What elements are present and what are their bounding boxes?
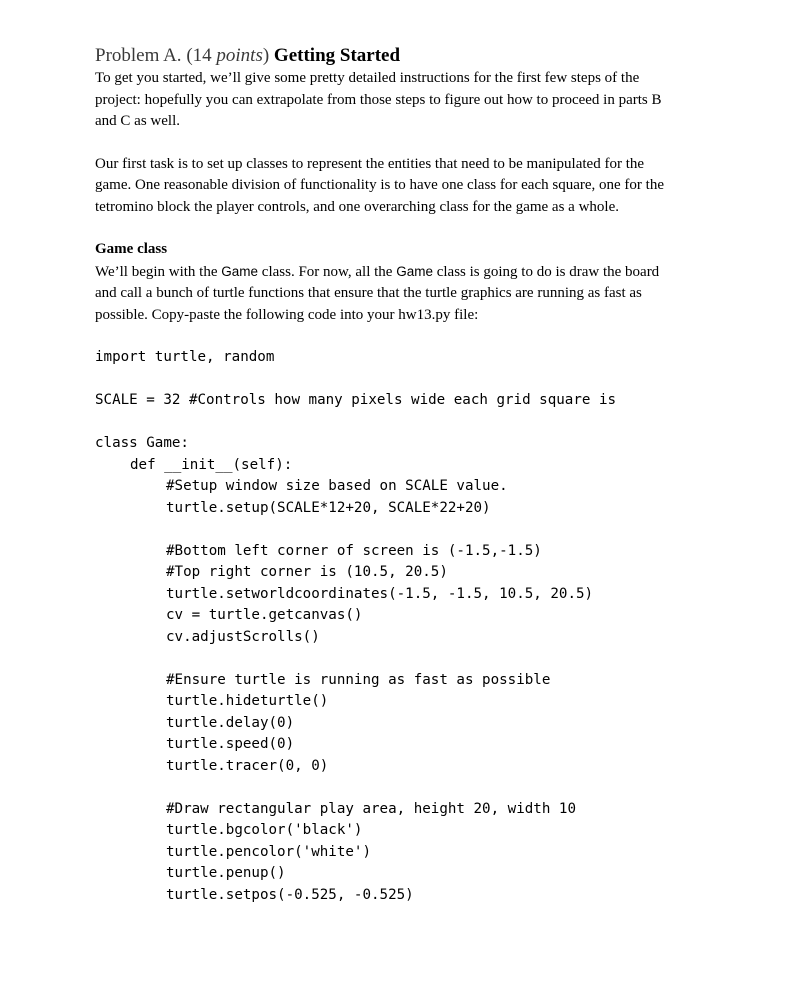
inline-code-game: Game <box>221 263 259 279</box>
points-word: points <box>216 45 263 66</box>
game-class-paragraph <box>95 261 715 327</box>
code-line: SCALE = 32 #Controls how many pixels wide each grid square is <box>95 392 617 408</box>
problem-title <box>95 44 715 68</box>
code-line: #Draw rectangular play area, height 20, width 10 <box>166 800 576 817</box>
code-blank-line <box>95 519 715 541</box>
points-value: 14 <box>192 45 212 66</box>
code-line: turtle.pencolor('white') <box>166 843 371 860</box>
spacer <box>95 133 715 154</box>
spacer <box>95 326 715 347</box>
problem-heading: Getting Started <box>273 45 401 66</box>
code-line: turtle.tracer(0, 0) <box>166 757 329 774</box>
code-blank-line <box>95 648 715 670</box>
game-class-heading: Game class <box>95 241 168 257</box>
code-line: turtle.hideturtle() <box>166 693 329 709</box>
code-line: turtle.delay(0) <box>166 714 295 731</box>
code-line: turtle.speed(0) <box>166 736 295 752</box>
code-line: turtle.penup() <box>166 865 286 881</box>
code-line: turtle.bgcolor('black') <box>166 822 363 838</box>
code-line: turtle.setup(SCALE*12+20, SCALE*22+20) <box>166 499 491 516</box>
code-line: cv.adjustScrolls() <box>166 628 320 645</box>
game-class-text: class is going to do is draw the board <box>432 263 660 280</box>
task-line: tetromino block the player controls, and one overarching class for the game as a whole. <box>95 198 619 215</box>
document-page <box>95 44 715 906</box>
task-line: Our first task is to set up classes to represent the entities that need to be manipulated for the <box>95 155 645 172</box>
task-line: game. One reasonable division of functionality is to have one class for each square, one for the <box>95 177 664 193</box>
code-line: cv = turtle.getcanvas() <box>166 607 363 623</box>
code-blank-line <box>95 412 715 434</box>
task-paragraph <box>95 154 715 219</box>
code-line: turtle.setworldcoordinates(-1.5, -1.5, 10.5, 20.5) <box>166 585 594 602</box>
inline-code-game: Game <box>396 263 433 279</box>
intro-line: To get you started, we’ll give some pretty detailed instructions for the first few steps of the <box>95 70 640 86</box>
code-blank-line <box>95 369 715 391</box>
code-line: #Top right corner is (10.5, 20.5) <box>166 564 448 580</box>
intro-line: and C as well. <box>95 113 180 129</box>
code-line: #Setup window size based on SCALE value. <box>166 478 508 494</box>
code-line: #Bottom left corner of screen is (-1.5,-1.5) <box>166 542 542 559</box>
points-close: ) <box>262 45 270 66</box>
points-open: ( <box>186 45 193 66</box>
game-class-text: class. For now, all the <box>258 263 397 280</box>
spacer <box>95 218 715 239</box>
problem-label: Problem A. <box>95 45 182 66</box>
code-blank-line <box>95 777 715 799</box>
intro-line: project: hopefully you can extrapolate from those steps to figure out how to proceed in parts B <box>95 91 662 108</box>
game-class-text: We’ll begin with the <box>95 263 222 280</box>
code-block <box>95 347 715 906</box>
code-line: turtle.setpos(-0.525, -0.525) <box>166 886 414 903</box>
intro-paragraph <box>95 68 715 133</box>
game-class-text: and call a bunch of turtle functions that ensure that the turtle graphics are running as fast as <box>95 285 642 301</box>
game-class-text: possible. Copy-paste the following code into your hw13.py file: <box>95 306 479 323</box>
code-line: #Ensure turtle is running as fast as possible <box>166 671 551 688</box>
code-line: def __init__(self): <box>130 456 293 473</box>
code-line: import turtle, random <box>95 349 275 365</box>
code-line: class Game: <box>95 435 189 451</box>
